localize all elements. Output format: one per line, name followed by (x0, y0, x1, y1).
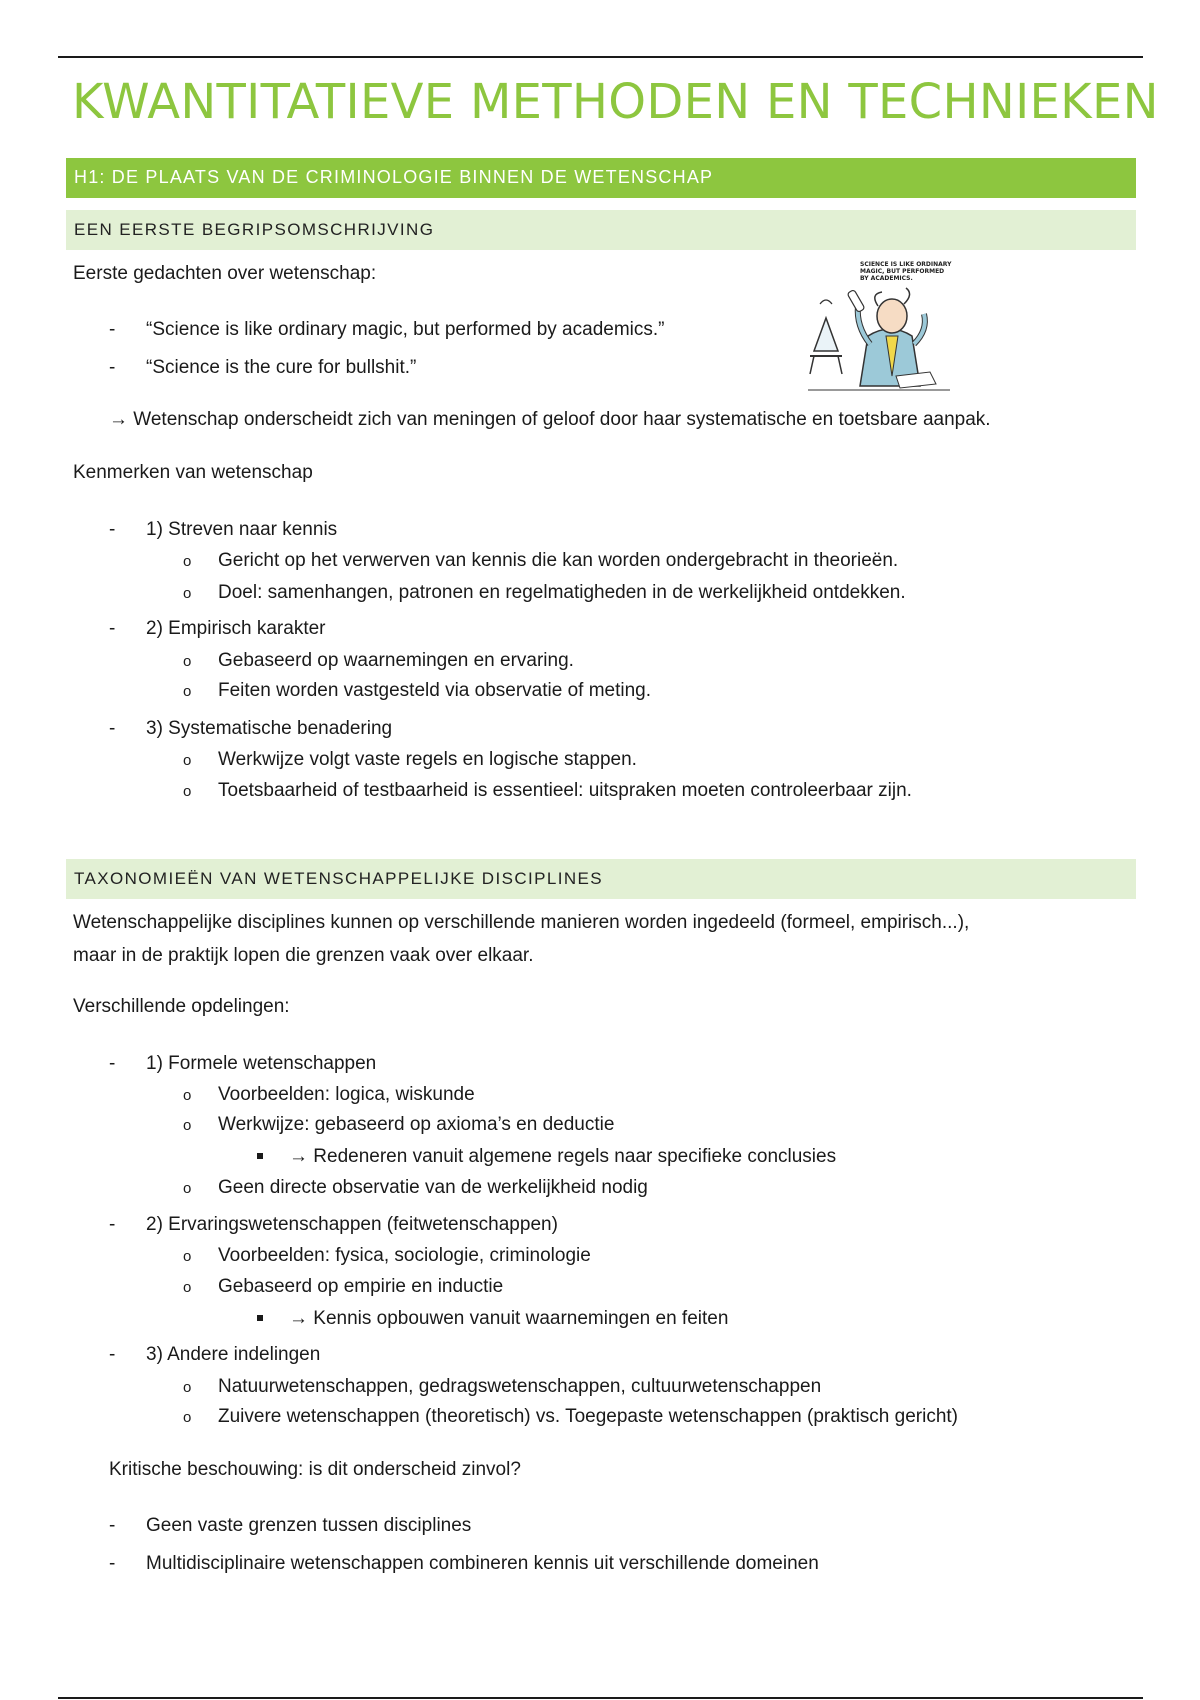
svg-text:SCIENCE IS LIKE ORDINARY: SCIENCE IS LIKE ORDINARY (860, 261, 952, 268)
chapter-heading-bar (66, 158, 1136, 198)
circle-bullet: o (183, 585, 192, 602)
paragraph-line: maar in de praktijk lopen die grenzen vaak over elkaar. (73, 945, 534, 966)
square-bullet (257, 1315, 263, 1321)
sub-list-item: Feiten worden vastgesteld via observatie of meting. (218, 680, 652, 701)
list-item: 1) Formele wetenschappen (146, 1053, 377, 1074)
circle-bullet: o (183, 683, 192, 700)
opdelingen-title: Verschillende opdelingen: (73, 996, 290, 1017)
top-rule (58, 56, 1143, 58)
sub-list-item: Gericht op het verwerven van kennis die kan worden ondergebracht in theorieën. (218, 550, 899, 571)
section-heading: EEN EERSTE BEGRIPSOMSCHRIJVING (74, 220, 435, 239)
circle-bullet: o (183, 1087, 192, 1104)
sub-list-item: Geen directe observatie van de werkelijkheid nodig (218, 1177, 648, 1198)
quote-item: “Science is the cure for bullshit.” (146, 357, 417, 378)
critical-title: Kritische beschouwing: is dit onderscheid zinvol? (109, 1459, 521, 1480)
dash-bullet: - (109, 1515, 116, 1536)
sub-sub-list-item: → Redeneren vanuit algemene regels naar specifieke conclusies (289, 1146, 837, 1167)
intro-text: Eerste gedachten over wetenschap: (73, 263, 377, 284)
circle-bullet: o (183, 1117, 192, 1134)
dash-bullet: - (109, 1214, 116, 1235)
svg-text:MAGIC, BUT PERFORMED: MAGIC, BUT PERFORMED (860, 268, 945, 275)
sub-list-item: Doel: samenhangen, patronen en regelmatigheden in de werkelijkheid ontdekken. (218, 582, 906, 603)
dash-bullet: - (109, 1344, 116, 1365)
dash-bullet: - (109, 519, 116, 540)
dash-bullet: - (109, 1053, 116, 1074)
sub-list-item: Werkwijze: gebaseerd op axioma’s en deductie (218, 1114, 615, 1135)
circle-bullet: o (183, 1409, 192, 1426)
conclusion-text: → Wetenschap onderscheidt zich van meningen of geloof door haar systematische en toetsbare aanpak. (109, 409, 991, 430)
sub-list-item: Voorbeelden: logica, wiskunde (218, 1084, 475, 1105)
cartoon-caption (860, 261, 952, 282)
circle-bullet: o (183, 783, 192, 800)
sub-list-item: Natuurwetenschappen, gedragswetenschappen, cultuurwetenschappen (218, 1376, 822, 1397)
document-title: KWANTITATIEVE METHODEN EN TECHNIEKEN (72, 74, 1159, 130)
circle-bullet: o (183, 553, 192, 570)
circle-bullet: o (183, 1180, 192, 1197)
square-bullet (257, 1153, 263, 1159)
sub-list-item: Zuivere wetenschappen (theoretisch) vs. Toegepaste wetenschappen (praktisch gericht) (218, 1406, 958, 1427)
list-item: 2) Empirisch karakter (146, 618, 326, 639)
circle-bullet: o (183, 653, 192, 670)
list-item: Multidisciplinaire wetenschappen combineren kennis uit verschillende domeinen (146, 1553, 819, 1574)
dash-bullet: - (109, 319, 116, 340)
sub-list-item: Werkwijze volgt vaste regels en logische stappen. (218, 749, 637, 770)
sub-sub-list-item: → Kennis opbouwen vanuit waarnemingen en feiten (289, 1308, 729, 1329)
scientist-cartoon-image (800, 256, 980, 396)
circle-bullet: o (183, 752, 192, 769)
chapter-heading: H1: DE PLAATS VAN DE CRIMINOLOGIE BINNEN DE WETENSCHAP (74, 167, 714, 187)
circle-bullet: o (183, 1279, 192, 1296)
paragraph-line: Wetenschappelijke disciplines kunnen op verschillende manieren worden ingedeeld (formeel, empirisch...), (73, 912, 970, 933)
sub-list-item: Gebaseerd op waarnemingen en ervaring. (218, 650, 574, 671)
list-item: 1) Streven naar kennis (146, 519, 338, 540)
dash-bullet: - (109, 718, 116, 739)
circle-bullet: o (183, 1248, 192, 1265)
dash-bullet: - (109, 618, 116, 639)
svg-text:BY ACADEMICS.: BY ACADEMICS. (860, 275, 913, 282)
list-item: 3) Andere indelingen (146, 1344, 321, 1365)
section-heading-bar (66, 210, 1136, 250)
section-heading: TAXONOMIEËN VAN WETENSCHAPPELIJKE DISCIPLINES (74, 869, 604, 888)
sub-list-item: Voorbeelden: fysica, sociologie, criminologie (218, 1245, 591, 1266)
dash-bullet: - (109, 357, 116, 378)
list-item: Geen vaste grenzen tussen disciplines (146, 1515, 472, 1536)
dash-bullet: - (109, 1553, 116, 1574)
list-item: 2) Ervaringswetenschappen (feitwetenschappen) (146, 1214, 558, 1235)
bottom-rule (58, 1697, 1143, 1699)
circle-bullet: o (183, 1379, 192, 1396)
quote-item: “Science is like ordinary magic, but performed by academics.” (146, 319, 665, 340)
list-item: 3) Systematische benadering (146, 718, 393, 739)
section-heading-bar (66, 859, 1136, 899)
kenmerken-title: Kenmerken van wetenschap (73, 462, 313, 483)
sub-list-item: Toetsbaarheid of testbaarheid is essentieel: uitspraken moeten controleerbaar zijn. (218, 780, 912, 801)
sub-list-item: Gebaseerd op empirie en inductie (218, 1276, 504, 1297)
